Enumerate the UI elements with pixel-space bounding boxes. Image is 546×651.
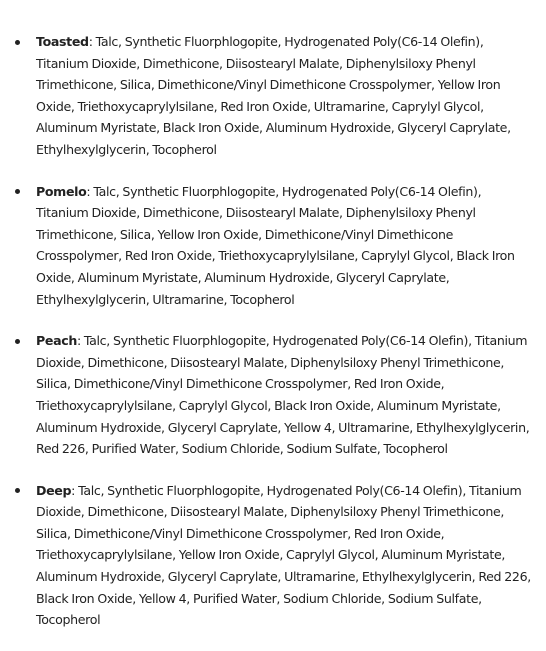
bullet-icon <box>15 339 20 344</box>
shade-name: Toasted <box>36 34 89 49</box>
shade-separator: : <box>76 333 84 349</box>
shade-separator: : <box>88 34 96 49</box>
ingredient-item-pomelo <box>36 181 534 311</box>
bullet-icon <box>15 189 20 194</box>
bullet-icon <box>15 40 20 45</box>
ingredient-item-deep <box>36 480 534 631</box>
ingredient-item-peach <box>36 330 534 460</box>
shade-separator: : <box>71 482 79 498</box>
ingredient-item-toasted <box>36 31 534 161</box>
ingredient-text: Talc, Synthetic Fluorphlogopite, Hydrogenated Poly(C6-14 Olefin), Titanium Dioxide, Dimethicone, Diisostearyl Malate, Diphenylsiloxy Phenyl Trimethicone, Silica, Yellow Iron Oxide, Dimethicone/Vinyl Dimethicone Crosspolymer, Red Iron Oxide, Triethoxycaprylylsilane, Caprylyl Glycol, Black Iron Oxide, Aluminum Myristate, Aluminum Hydroxide, Glyceryl Caprylate, Ethylhexylglycerin, Ultramarine, Tocopherol <box>36 183 515 307</box>
shade-separator: : <box>86 183 94 199</box>
shade-name: Peach <box>36 333 77 349</box>
ingredient-list <box>36 31 534 651</box>
ingredient-text: Talc, Synthetic Fluorphlogopite, Hydrogenated Poly(C6-14 Olefin), Titanium Dioxide, Dimethicone, Diisostearyl Malate, Diphenylsiloxy Phenyl Trimethicone, Silica, Dimethicone/Vinyl Dimethicone Crosspolymer, Red Iron Oxide, Triethoxycaprylylsilane, Caprylyl Glycol, Black Iron Oxide, Aluminum Myristate, Aluminum Hydroxide, Glyceryl Caprylate, Yellow 4, Ultramarine, Ethylhexylglycerin, Red 226, Purified Water, Sodium Chloride, Sodium Sulfate, Tocopherol <box>36 333 530 457</box>
shade-name: Pomelo <box>36 183 87 199</box>
shade-name: Deep <box>36 482 72 498</box>
bullet-icon <box>15 488 20 493</box>
ingredient-text: Talc, Synthetic Fluorphlogopite, Hydrogenated Poly(C6-14 Olefin), Titanium Dioxide, Dimethicone, Diisostearyl Malate, Diphenylsiloxy Phenyl Trimethicone, Silica, Dimethicone/Vinyl Dimethicone Crosspolymer, Red Iron Oxide, Triethoxycaprylylsilane, Yellow Iron Oxide, Caprylyl Glycol, Aluminum Myristate, Aluminum Hydroxide, Glyceryl Caprylate, Ultramarine, Ethylhexylglycerin, Red 226, Black Iron Oxide, Yellow 4, Purified Water, Sodium Chloride, Sodium Sulfate, Tocopherol <box>36 482 531 628</box>
ingredient-text: Talc, Synthetic Fluorphlogopite, Hydrogenated Poly(C6-14 Olefin), Titanium Dioxide, Dimethicone, Diisostearyl Malate, Diphenylsiloxy Phenyl Trimethicone, Silica, Dimethicone/Vinyl Dimethicone Crosspolymer, Yellow Iron Oxide, Triethoxycaprylylsilane, Red Iron Oxide, Ultramarine, Caprylyl Glycol, Aluminum Myristate, Black Iron Oxide, Aluminum Hydroxide, Glyceryl Caprylate, Ethylhexylglycerin, Tocopherol <box>36 34 511 157</box>
